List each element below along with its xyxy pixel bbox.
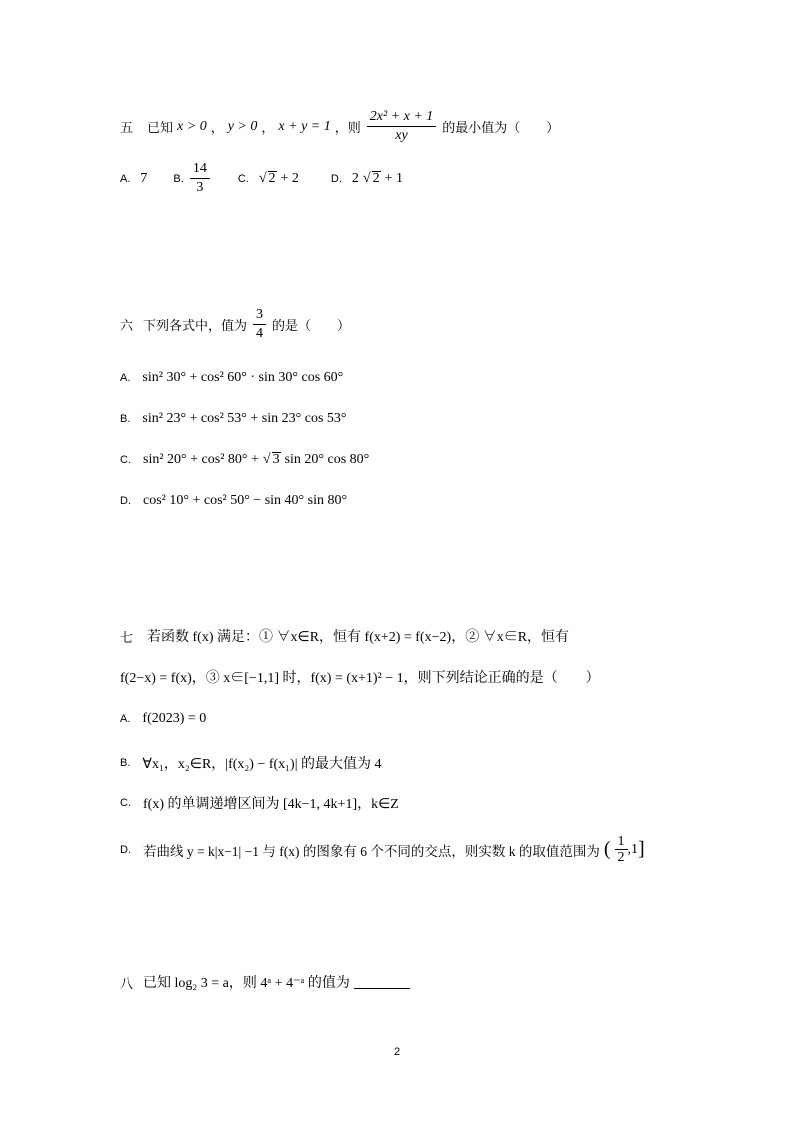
q5-opt-d-rad: 2 xyxy=(372,170,380,186)
q8-number: 八 xyxy=(120,976,134,992)
q5-fraction xyxy=(367,108,437,145)
q5-opt-b xyxy=(190,160,210,197)
q6-fraction xyxy=(253,306,266,343)
q5-opt-c-label: C. xyxy=(237,172,249,185)
q6-opt-d-label: D. xyxy=(120,495,131,507)
q8-answer-blank[interactable] xyxy=(354,976,410,989)
q6-opt-d-row xyxy=(120,493,347,509)
q6-opt-a-label: A. xyxy=(120,372,131,384)
q6-opt-c-label: C. xyxy=(120,454,131,466)
q6-opt-c-pre: sin² 20° + cos² 80° + xyxy=(143,452,259,467)
q7-opt-c-label: C. xyxy=(120,797,131,809)
q5-cond2: y > 0 xyxy=(227,118,258,134)
page-number: 2 xyxy=(394,1046,401,1058)
q5-opt-c-rest: + 2 xyxy=(280,170,299,186)
q6-opt-d: cos² 10° + cos² 50° − sin 40° sin 80° xyxy=(143,493,348,508)
q7-stem-line1 xyxy=(120,626,569,646)
q6-opt-a-row xyxy=(120,370,343,386)
q7-number: 七 xyxy=(120,630,134,646)
q7-opt-a: f(2023) = 0 xyxy=(142,711,207,726)
q7-opt-d-frac-den: 2 xyxy=(617,850,625,865)
q5-opt-b-den: 3 xyxy=(196,180,204,195)
q7-opt-a-row xyxy=(120,711,206,727)
q5-opt-d-rest: + 1 xyxy=(384,170,403,186)
q7-opt-d-post: ,1 xyxy=(627,841,639,857)
q5-opt-d-pre: 2 xyxy=(351,170,359,186)
q5-cond1: x > 0 xyxy=(177,118,207,134)
q7-line2: f(2−x) = f(x)，③ x∈[−1,1] 时，f(x) = (x+1)² − 1，则下列结论正确的是（ ） xyxy=(120,671,600,686)
q5-suffix: 的最小值为（ ） xyxy=(442,121,560,136)
q6-stem xyxy=(120,306,350,343)
q6-opt-b-row xyxy=(120,411,347,427)
q7-opt-d-fraction xyxy=(615,834,628,865)
q6-opt-b: sin² 23° + cos² 53° + sin 23° cos 53° xyxy=(142,411,347,426)
q5-number: 五 xyxy=(120,121,134,136)
q7-opt-d-frac-num: 1 xyxy=(615,834,628,850)
q7-opt-d-pre: 若曲线 y = k|x−1| −1 与 f(x) 的图象有 6 个不同的交点，则实数 k 的取值范围为 xyxy=(143,843,600,859)
q5-prefix: 已知 xyxy=(147,121,174,136)
q5-frac-den: xy xyxy=(395,128,408,143)
q8-text: 已知 log₂ 3 = a，则 4ᵃ + 4⁻ᵃ 的值为 xyxy=(143,976,350,991)
q7-opt-d-row: D. 若曲线 y = k|x−1| −1 与 f(x) 的图象有 6 个不同的交点，则实数 k 的取值范围为 ( $\frac{1}{2}$ ,1 ] xyxy=(120,834,645,865)
q5-options: A. 7 B. $\frac{14}{3}$ C. √ 2 + 2 D. 2 √ 2 + 1 xyxy=(120,161,403,195)
q7-opt-c: f(x) 的单调递增区间为 [4k−1, 4k+1]，k∈Z xyxy=(143,797,399,812)
q5-then: ，则 xyxy=(334,121,361,136)
q6-frac-num: 3 xyxy=(253,306,266,325)
q7-line1: 若函数 f(x) 满足：① ∀x∈R，恒有 f(x+2) = f(x−2)，② ∀x∈R，恒有 xyxy=(147,630,570,645)
q7-opt-c-row xyxy=(120,793,399,813)
q7-opt-b-label: B. xyxy=(120,757,131,769)
q7-opt-b: ∀x₁，x₂∈R，|f(x₂) − f(x₁)| 的最大值为 4 xyxy=(142,757,382,772)
q6-opt-a: sin² 30° + cos² 60° · sin 30° cos 60° xyxy=(142,370,344,385)
q5-opt-b-num: 14 xyxy=(190,160,210,179)
q5-opt-c-rad: 2 xyxy=(268,170,276,186)
q5-frac-num: 2x² + x + 1 xyxy=(367,108,437,127)
q6-opt-b-label: B. xyxy=(120,413,131,425)
q6-prefix: 下列各式中，值为 xyxy=(143,319,248,334)
q5-stem: 五 已知 x > 0 ， y > 0 ， x + y = 1 ，则 $\frac{\text{2x² + x + 1}}{xy}$ 的最小值为（ ） xyxy=(120,109,560,143)
q8-stem xyxy=(120,972,410,992)
q6-opt-c-post: sin 20° cos 80° xyxy=(284,452,370,467)
q5-opt-b-label: B. xyxy=(173,172,184,185)
q7-stem-line2 xyxy=(120,667,600,687)
q7-opt-a-label: A. xyxy=(120,713,131,725)
q6-frac-den: 4 xyxy=(256,326,264,341)
q6-opt-c-rad: 3 xyxy=(272,452,280,467)
q7-opt-b-row xyxy=(120,753,382,773)
q5-cond3: x + y = 1 xyxy=(278,118,331,134)
q6-suffix: 的是（ ） xyxy=(272,319,351,334)
q5-opt-d-label: D. xyxy=(330,172,342,185)
q6-number: 六 xyxy=(120,319,134,334)
q5-opt-a: 7 xyxy=(140,170,148,186)
q7-opt-d-label: D. xyxy=(120,843,131,856)
q6-opt-c-row: C. sin² 20° + cos² 80° + √ 3 sin 20° cos 80° xyxy=(120,452,370,467)
q5-opt-a-label: A. xyxy=(120,172,131,185)
